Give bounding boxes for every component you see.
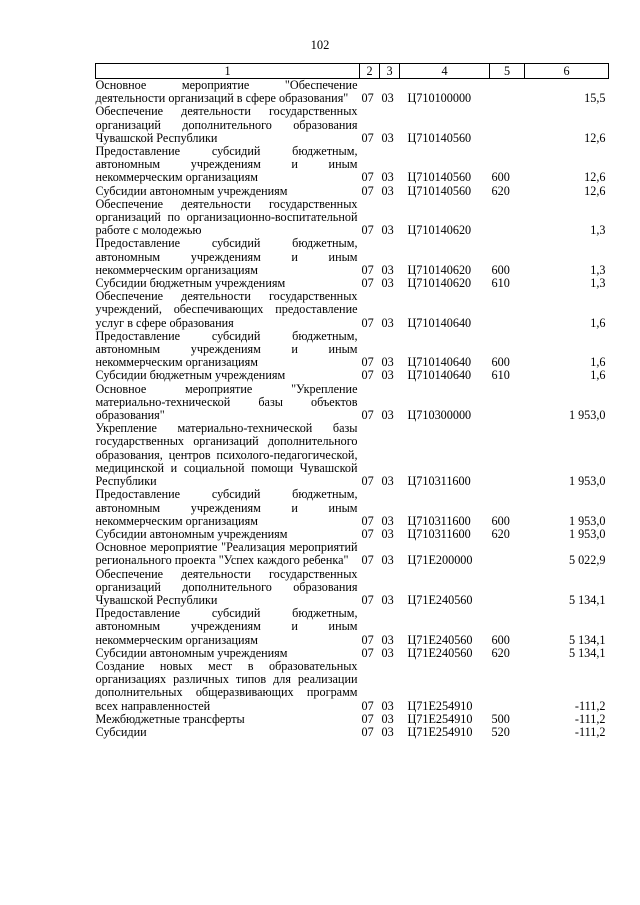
row-section: 07 [361, 315, 374, 330]
page-number: 102 [310, 38, 330, 52]
row-subsection: 03 [381, 130, 394, 145]
row-section: 07 [361, 408, 374, 423]
row-expense-type: 620 [491, 645, 510, 660]
row-expense-type [490, 105, 525, 145]
row-section: 07 [361, 223, 374, 238]
row-target-code: Ц710140620 [407, 223, 472, 238]
row-expense-type: 620 [491, 526, 510, 541]
row-name: Создание новых мест в образовательных организациях различных типов для реализации дополнительных общеразвивающих программ всех направленностей [95, 658, 358, 713]
header-col-4: 4 [400, 64, 490, 79]
header-col-3: 3 [380, 64, 400, 79]
row-amount: 12,6 [584, 170, 606, 185]
row-amount: -111,2 [574, 698, 606, 713]
row-amount: 12,6 [584, 183, 606, 198]
header-col-1: 1 [96, 64, 360, 79]
table-row [96, 726, 609, 739]
row-target-code: Ц710300000 [407, 408, 472, 423]
row-section: 07 [361, 474, 374, 489]
row-target-code: Ц710140640 [407, 315, 472, 330]
row-target-code: Ц710311600 [407, 513, 471, 528]
row-target-code: Ц710311600 [407, 474, 471, 489]
row-amount: 5 134,1 [568, 592, 606, 607]
table-row [96, 488, 609, 528]
row-section: 07 [361, 526, 374, 541]
row-section: 07 [361, 368, 374, 383]
row-target-code: Ц71Е254910 [407, 724, 473, 739]
row-name: Субсидии [95, 724, 147, 739]
row-expense-type [490, 198, 525, 238]
table-row [96, 330, 609, 370]
table-row [96, 290, 609, 330]
header-row [96, 64, 609, 79]
row-name: Обеспечение деятельности государственных учреждений, обеспечивающих предоставление услуг в сфере образования [95, 289, 358, 330]
row-target-code: Ц710140640 [407, 355, 472, 370]
row-amount: 1,3 [590, 276, 606, 291]
row-subsection: 03 [381, 315, 394, 330]
row-expense-type [490, 660, 525, 713]
row-subsection: 03 [381, 698, 394, 713]
row-section: 07 [361, 183, 374, 198]
row-amount: 1 953,0 [568, 474, 606, 489]
row-section: 07 [361, 632, 374, 647]
row-expense-type: 600 [491, 632, 510, 647]
row-amount: 5 134,1 [568, 632, 606, 647]
row-name: Укрепление материально-технической базы государственных организаций дополнительного образования, центров психолого-педагогической, медицинской и социальной помощи Чувашской Республики [95, 421, 358, 489]
row-section: 07 [361, 698, 374, 713]
table-row [96, 568, 609, 608]
table-row [96, 105, 609, 145]
table-row [96, 185, 609, 198]
row-amount: 1 953,0 [568, 513, 606, 528]
row-expense-type: 600 [491, 170, 510, 185]
row-subsection: 03 [381, 276, 394, 291]
row-section: 07 [361, 711, 374, 726]
row-subsection: 03 [381, 553, 394, 568]
row-section: 07 [361, 170, 374, 185]
row-name: Межбюджетные трансферты [95, 711, 245, 726]
row-subsection: 03 [381, 170, 394, 185]
row-expense-type: 600 [491, 262, 510, 277]
row-expense-type [490, 422, 525, 488]
header-col-2: 2 [360, 64, 380, 79]
row-subsection: 03 [381, 513, 394, 528]
table-row [96, 660, 609, 713]
row-name: Предоставление субсидий бюджетным, автономным учреждениям и иным некоммерческим организациям [95, 144, 358, 185]
row-amount: 1,6 [590, 368, 606, 383]
row-name: Обеспечение деятельности государственных организаций дополнительного образования Чувашской Республики [95, 104, 358, 145]
row-subsection: 03 [381, 91, 394, 106]
row-name: Субсидии бюджетным учреждениям [95, 368, 286, 383]
row-section: 07 [361, 645, 374, 660]
row-expense-type: 600 [491, 513, 510, 528]
row-target-code: Ц710140620 [407, 276, 472, 291]
table-row [96, 198, 609, 238]
row-expense-type [490, 568, 525, 608]
row-section: 07 [361, 553, 374, 568]
row-amount: 1,3 [590, 223, 606, 238]
row-name: Предоставление субсидий бюджетным, автономным учреждениям и иным некоммерческим организациям [95, 328, 358, 370]
row-target-code: Ц710140640 [407, 368, 472, 383]
row-name: Субсидии бюджетным учреждениям [95, 276, 286, 291]
row-amount: 5 134,1 [568, 645, 606, 660]
row-amount: 12,6 [584, 130, 606, 145]
row-expense-type [490, 79, 525, 106]
row-subsection: 03 [381, 724, 394, 739]
table-row [96, 237, 609, 277]
row-name: Обеспечение деятельности государственных организаций дополнительного образования Чувашской Республики [95, 566, 358, 607]
row-subsection: 03 [381, 474, 394, 489]
row-expense-type: 610 [491, 276, 510, 291]
row-expense-type: 620 [491, 183, 510, 198]
row-name: Основное мероприятие "Обеспечение деятельности организаций в сфере образования" [95, 78, 358, 106]
row-name: Основное мероприятие "Реализация мероприятий регионального проекта "Успех каждого ребенка" [95, 540, 358, 568]
row-subsection: 03 [381, 632, 394, 647]
row-subsection: 03 [381, 592, 394, 607]
row-amount: 5 022,9 [568, 553, 606, 568]
table-row [96, 647, 609, 660]
row-subsection: 03 [381, 223, 394, 238]
row-target-code: Ц71Е240560 [407, 592, 473, 607]
budget-table [95, 63, 609, 739]
row-subsection: 03 [381, 408, 394, 423]
row-name: Обеспечение деятельности государственных организаций по организационно-воспитательной работе с молодежью [95, 196, 358, 238]
row-section: 07 [361, 262, 374, 277]
row-expense-type [490, 290, 525, 330]
table-row [96, 607, 609, 647]
row-target-code: Ц710140560 [407, 183, 472, 198]
row-section: 07 [361, 592, 374, 607]
table-body [96, 79, 609, 740]
table-row [96, 79, 609, 106]
header-col-6: 6 [525, 64, 609, 79]
row-expense-type: 520 [491, 724, 510, 739]
row-subsection: 03 [381, 183, 394, 198]
table-row [96, 369, 609, 382]
row-section: 07 [361, 513, 374, 528]
row-subsection: 03 [381, 526, 394, 541]
row-section: 07 [361, 130, 374, 145]
row-section: 07 [361, 355, 374, 370]
row-amount: 15,5 [584, 91, 606, 106]
row-target-code: Ц71Е200000 [407, 553, 473, 568]
table-row [96, 713, 609, 726]
row-section: 07 [361, 91, 374, 106]
row-subsection: 03 [381, 645, 394, 660]
row-name: Субсидии автономным учреждениям [95, 645, 288, 660]
row-name: Субсидии автономным учреждениям [95, 526, 288, 541]
row-amount: -111,2 [574, 724, 606, 739]
row-name: Предоставление субсидий бюджетным, автономным учреждениям и иным некоммерческим организациям [95, 606, 358, 647]
table-header [96, 64, 609, 79]
row-section: 07 [361, 724, 374, 739]
row-subsection: 03 [381, 368, 394, 383]
row-expense-type [490, 541, 525, 567]
row-subsection: 03 [381, 711, 394, 726]
row-section: 07 [361, 276, 374, 291]
table-row [96, 145, 609, 185]
row-target-code: Ц71Е240560 [407, 645, 473, 660]
row-expense-type: 500 [491, 711, 510, 726]
row-expense-type: 610 [491, 368, 510, 383]
header-col-5: 5 [490, 64, 525, 79]
row-subsection: 03 [381, 262, 394, 277]
row-name: Субсидии автономным учреждениям [95, 183, 288, 198]
row-name: Предоставление субсидий бюджетным, автономным учреждениям и иным некоммерческим организациям [95, 487, 358, 528]
table-row [96, 422, 609, 488]
row-amount: 1 953,0 [568, 408, 606, 423]
row-target-code: Ц710140620 [407, 262, 472, 277]
table-row [96, 541, 609, 567]
row-amount: 1,3 [590, 262, 606, 277]
row-target-code: Ц71Е254910 [407, 711, 473, 726]
row-target-code: Ц710140560 [407, 130, 472, 145]
table-row [96, 383, 609, 423]
row-name: Предоставление субсидий бюджетным, автономным учреждениям и иным некоммерческим организациям [95, 236, 358, 277]
row-amount: 1,6 [590, 315, 606, 330]
row-target-code: Ц71Е254910 [407, 698, 473, 713]
row-amount: 1 953,0 [568, 526, 606, 541]
row-amount: 1,6 [590, 355, 606, 370]
row-expense-type [490, 383, 525, 423]
row-subsection: 03 [381, 355, 394, 370]
row-target-code: Ц710140560 [407, 170, 472, 185]
row-name: Основное мероприятие "Укрепление материально-технической базы объектов образования" [95, 381, 358, 423]
row-amount: -111,2 [574, 711, 606, 726]
row-target-code: Ц710100000 [407, 91, 472, 106]
row-expense-type: 600 [491, 355, 510, 370]
row-target-code: Ц710311600 [407, 526, 471, 541]
row-target-code: Ц71Е240560 [407, 632, 473, 647]
